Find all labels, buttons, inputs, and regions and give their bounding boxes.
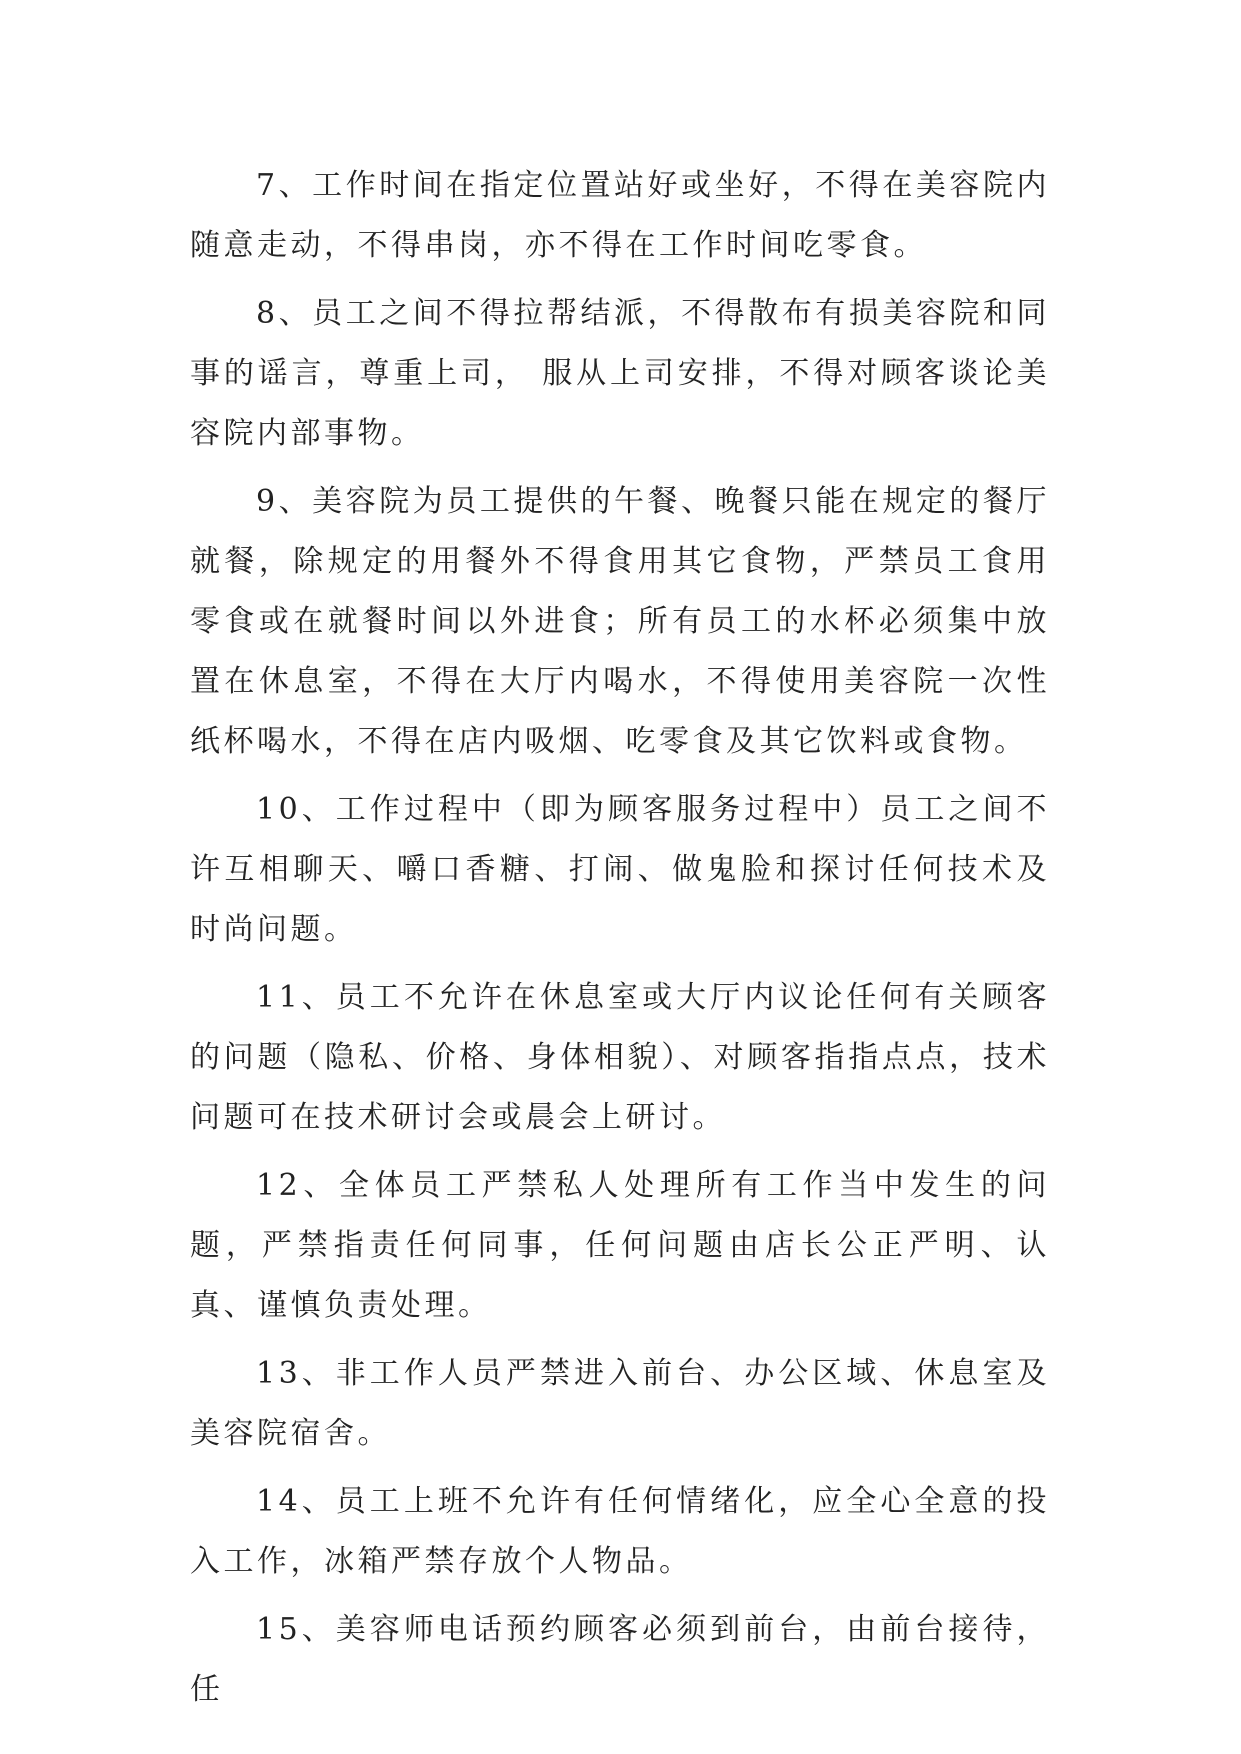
rule-paragraph-15: 15、美容师电话预约顾客必须到前台，由前台接待，任	[190, 1612, 1050, 1707]
document-body	[190, 156, 1050, 1728]
rule-paragraph-12: 12、全体员工严禁私人处理所有工作当中发生的问题，严禁指责任何同事，任何问题由店长公正严明、认真、谨慎负责处理。	[190, 1168, 1050, 1323]
rule-paragraph-10: 10、工作过程中（即为顾客服务过程中）员工之间不许互相聊天、嚼口香糖、打闹、做鬼脸和探讨任何技术及时尚问题。	[190, 792, 1050, 947]
rule-paragraph-8: 8、员工之间不得拉帮结派，不得散布有损美容院和同事的谣言，尊重上司， 服从上司安排，不得对顾客谈论美容院内部事物。	[190, 296, 1050, 451]
rule-paragraph-14: 14、员工上班不允许有任何情绪化，应全心全意的投入工作，冰箱严禁存放个人物品。	[190, 1484, 1050, 1579]
rule-paragraph-9: 9、美容院为员工提供的午餐、晚餐只能在规定的餐厅就餐，除规定的用餐外不得食用其它食物，严禁员工食用零食或在就餐时间以外进食；所有员工的水杯必须集中放置在休息室，不得在大厅内喝水，不得使用美容院一次性纸杯喝水，不得在店内吸烟、吃零食及其它饮料或食物。	[190, 484, 1050, 759]
rule-paragraph-11: 11、员工不允许在休息室或大厅内议论任何有关顾客的问题（隐私、价格、身体相貌）、对顾客指指点点，技术问题可在技术研讨会或晨会上研讨。	[190, 980, 1050, 1135]
rule-paragraph-13: 13、非工作人员严禁进入前台、办公区域、休息室及美容院宿舍。	[190, 1356, 1050, 1451]
rule-paragraph-7: 7、工作时间在指定位置站好或坐好，不得在美容院内随意走动，不得串岗，亦不得在工作时间吃零食。	[190, 168, 1050, 263]
